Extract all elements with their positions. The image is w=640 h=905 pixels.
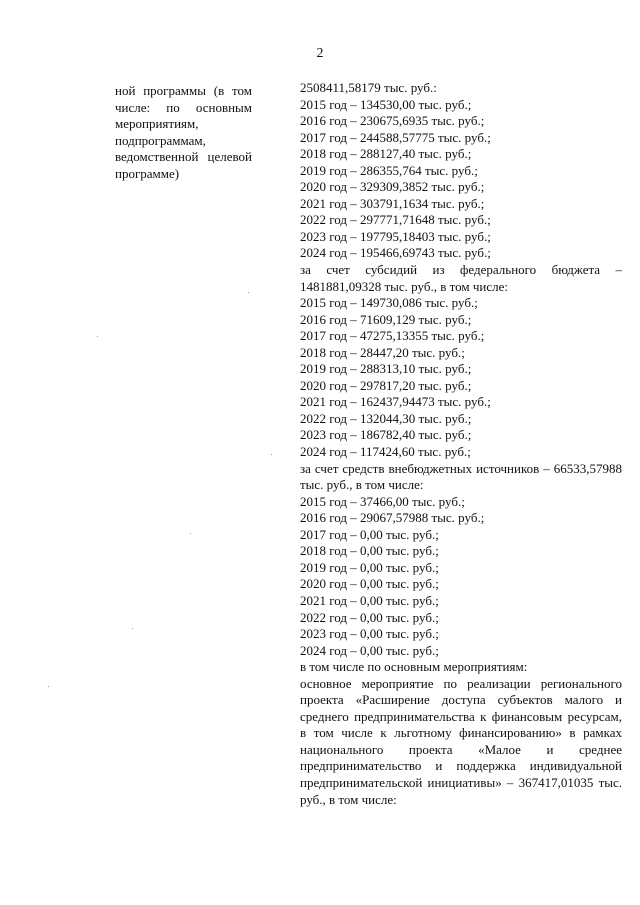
year-line: 2016 год – 230675,6935 тыс. руб.; <box>300 113 485 129</box>
extrabudget-funding-years <box>300 494 622 659</box>
year-line: 2020 год – 0,00 тыс. руб.; <box>300 576 439 592</box>
scan-speck <box>271 454 272 455</box>
total-funding-intro: 2508411,58179 тыс. руб.: <box>300 80 437 95</box>
year-line: 2023 год – 197795,18403 тыс. руб.; <box>300 228 491 244</box>
scan-speck <box>132 628 133 629</box>
year-line: 2017 год – 47275,13355 тыс. руб.; <box>300 328 485 344</box>
year-line: 2016 год – 29067,57988 тыс. руб.; <box>300 510 485 526</box>
year-line: 2020 год – 329309,3852 тыс. руб.; <box>300 179 485 195</box>
federal-funding-years <box>300 295 622 460</box>
total-funding-years <box>300 97 622 262</box>
extrabudget-funding-heading: за счет средств внебюджетных источников – 66533,57988 тыс. руб., в том числе: <box>300 460 622 493</box>
year-line: 2024 год – 195466,69743 тыс. руб.; <box>300 245 491 261</box>
year-line: 2018 год – 0,00 тыс. руб.; <box>300 543 439 559</box>
year-line: 2023 год – 0,00 тыс. руб.; <box>300 626 439 642</box>
year-line: 2021 год – 0,00 тыс. руб.; <box>300 592 439 608</box>
page-number: 2 <box>316 46 324 61</box>
year-line: 2022 год – 132044,30 тыс. руб.; <box>300 410 472 426</box>
year-line: 2019 год – 288313,10 тыс. руб.; <box>300 361 472 377</box>
year-line: 2022 год – 297771,71648 тыс. руб.; <box>300 212 491 228</box>
year-line: 2015 год – 134530,00 тыс. руб.; <box>300 96 472 112</box>
year-line: 2021 год – 162437,94473 тыс. руб.; <box>300 394 491 410</box>
year-line: 2021 год – 303791,1634 тыс. руб.; <box>300 195 485 211</box>
right-column <box>300 80 622 808</box>
main-activities-heading: в том числе по основным мероприятиям: <box>300 659 528 675</box>
year-line: 2019 год – 286355,764 тыс. руб.; <box>300 162 478 178</box>
year-line: 2018 год – 28447,20 тыс. руб.; <box>300 344 465 360</box>
year-line: 2015 год – 37466,00 тыс. руб.; <box>300 493 465 509</box>
year-line: 2016 год – 71609,129 тыс. руб.; <box>300 311 472 327</box>
year-line: 2015 год – 149730,086 тыс. руб.; <box>300 295 478 311</box>
scan-speck <box>97 336 98 337</box>
year-line: 2019 год – 0,00 тыс. руб.; <box>300 559 439 575</box>
left-column-label: ной программы (в том числе: по основным мероприятиям, подпрограммам, ведомственной целевой программе) <box>115 83 252 181</box>
year-line: 2024 год – 0,00 тыс. руб.; <box>300 642 439 658</box>
year-line: 2017 год – 244588,57775 тыс. руб.; <box>300 129 491 145</box>
year-line: 2020 год – 297817,20 тыс. руб.; <box>300 377 472 393</box>
federal-funding-heading: за счет субсидий из федерального бюджета – 1481881,09328 тыс. руб., в том числе: <box>300 262 622 294</box>
scan-speck <box>48 686 49 687</box>
main-activity-paragraph: основное мероприятие по реализации регионального проекта «Расширение доступа субъектов малого и среднего предпринимательства к финансовым ресурсам, в том числе к льготному финансированию» в рамках национального проекта «Малое и среднее предпринимательство и поддержка индивидуальной предпринимательской инициативы» – 367417,01035 тыс. руб., в том числе: <box>300 675 622 807</box>
year-line: 2022 год – 0,00 тыс. руб.; <box>300 609 439 625</box>
scan-speck <box>248 292 249 293</box>
year-line: 2024 год – 117424,60 тыс. руб.; <box>300 444 471 460</box>
scan-speck <box>190 533 191 534</box>
year-line: 2017 год – 0,00 тыс. руб.; <box>300 526 439 542</box>
year-line: 2018 год – 288127,40 тыс. руб.; <box>300 146 472 162</box>
year-line: 2023 год – 186782,40 тыс. руб.; <box>300 427 472 443</box>
